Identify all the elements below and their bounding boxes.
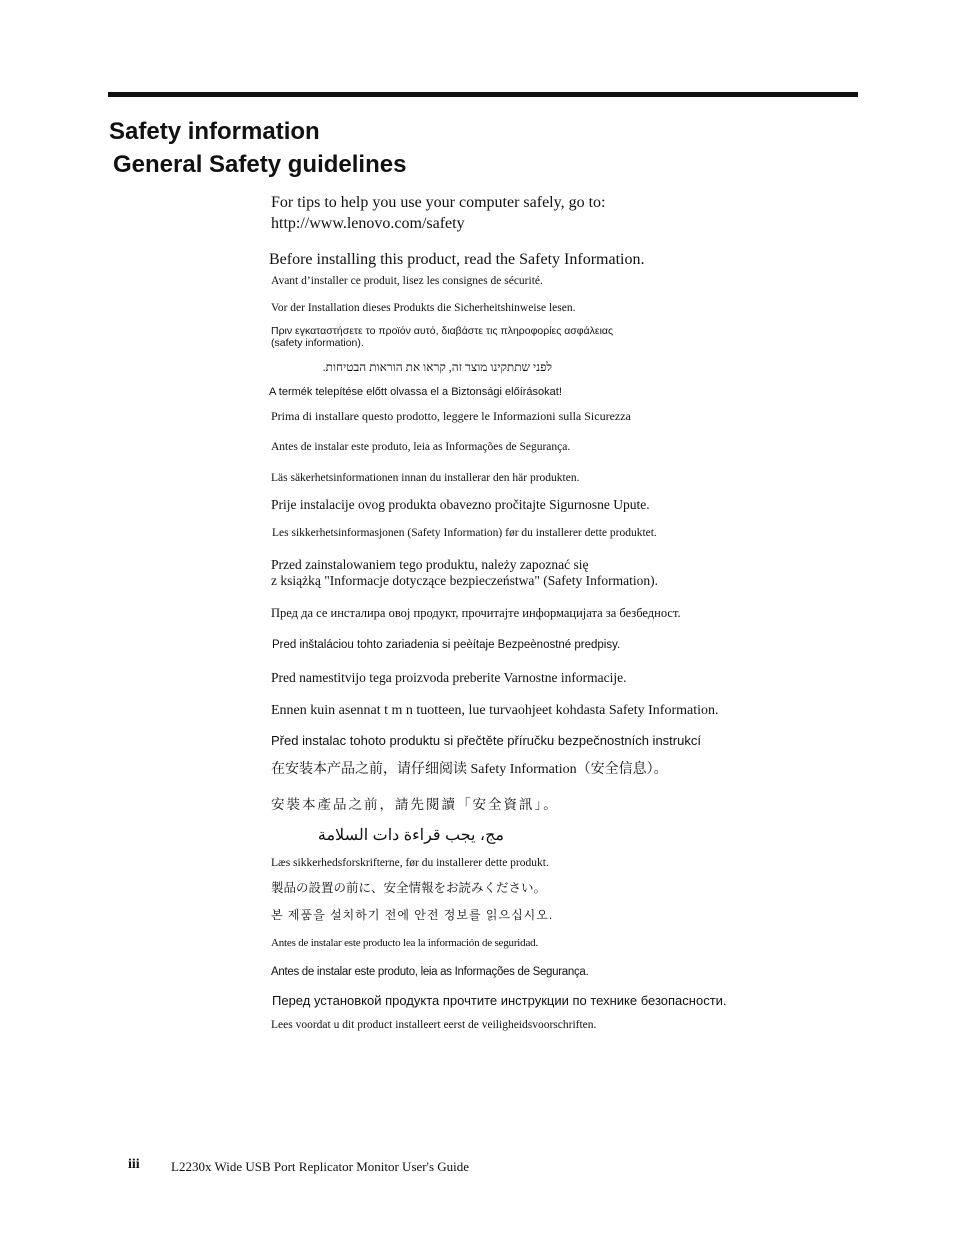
notice-portuguese-brazil: Antes de instalar este produto, leia as Informações de Segurança. [271,966,589,978]
notice-danish: Læs sikkerhedsforskrifterne, før du installerer dette produkt. [271,857,549,869]
notice-slovak: Pred inštaláciou tohto zariadenia si peèítaje Bezpeènostné predpisy. [272,639,621,651]
notice-hebrew: לפני שתתקינו מוצר זה, קראו את הוראות הבטיחות. [322,360,552,374]
notice-swedish: Läs säkerhetsinformationen innan du installerar den här produkten. [271,472,580,484]
notice-portuguese: Antes de instalar este produto, leia as Informações de Segurança. [271,441,571,453]
notice-greek-line2: (safety information). [271,337,364,349]
notice-chinese-simplified: 在安装本产品之前，请仔细阅读 Safety Information（安全信息）。 [271,762,668,777]
notice-italian: Prima di installare questo prodotto, leggere le Informazioni sulla Sicurezza [271,409,631,423]
notice-english: Before installing this product, read the Safety Information. [269,251,645,268]
notice-finnish: Ennen kuin asennat t m n tuotteen, lue turvaohjeet kohdasta Safety Information. [271,703,719,718]
notice-norwegian: Les sikkerhetsinformasjonen (Safety Information) før du installerer dette produktet. [272,527,657,539]
notice-dutch: Lees voordat u dit product installeert eerst de veiligheidsvoorschriften. [271,1019,597,1031]
tips-text: For tips to help you use your computer safely, go to: [271,194,606,211]
notice-russian: Перед установкой продукта прочтите инструкции по технике безопасности. [272,993,727,1008]
notice-german: Vor der Installation dieses Produkts die Sicherheitshinweise lesen. [271,302,576,314]
notice-hungarian: A termék telepítése előtt olvassa el a Biztonsági előírásokat! [269,386,562,398]
notice-japanese: 製品の設置の前に、安全情報をお読みください。 [271,881,547,895]
notice-slovenian: Pred namestitvijo tega proizvoda preberite Varnostne informacije. [271,670,627,685]
notice-french: Avant d’installer ce produit, lisez les consignes de sécurité. [271,275,543,287]
page-title: Safety information [109,118,320,145]
notice-macedonian: Пред да се инсталира овој продукт, прочитајте информацијата за безбедност. [271,606,681,620]
notice-korean: 본 제품을 설치하기 전에 안전 정보를 읽으십시오. [271,908,554,922]
page-number: iii [128,1157,140,1172]
header-rule [108,92,858,97]
notice-polish-line2: z książką "Informacje dotyczące bezpieczeństwa" (Safety Information). [271,573,658,588]
notice-polish-line1: Przed zainstalowaniem tego produktu, należy zapoznać się [271,557,589,572]
notice-czech: Před instalac tohoto produktu si přečtěte příručku bezpečnostních instrukcí [271,733,701,748]
notice-chinese-traditional: 安裝本產品之前，請先閱讀「安全資訊」。 [271,797,559,812]
notice-croatian: Prije instalacije ovog produkta obavezno pročitajte Sigurnosne Upute. [271,497,650,512]
notice-greek-line1: Πριν εγκαταστήσετε το προϊόν αυτό, διαβάστε τις πληροφορίες ασφάλειας [271,325,614,337]
safety-url-link[interactable]: http://www.lenovo.com/safety [271,215,465,232]
notice-arabic: مج، يجب قراءة دات السلامة [317,827,504,844]
section-subtitle: General Safety guidelines [113,151,407,178]
guide-title: L2230x Wide USB Port Replicator Monitor User's Guide [171,1159,470,1174]
notice-spanish: Antes de instalar este producto lea la información de seguridad. [271,937,538,949]
